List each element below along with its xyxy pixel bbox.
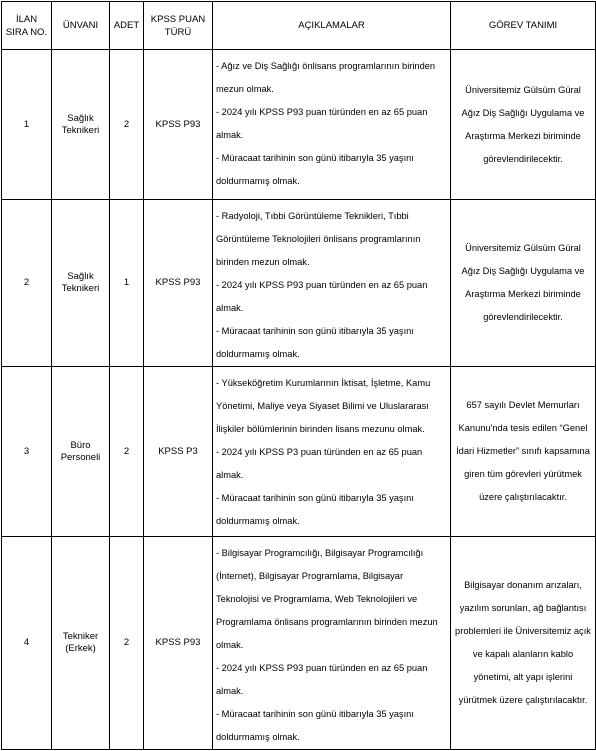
- row-unvan: Büro Personeli: [52, 367, 110, 537]
- aciklama-line: Görüntüleme Teknolojileri önlisans programlarının: [216, 234, 421, 244]
- header-unvan: ÜNVANI: [52, 2, 110, 50]
- row-kpss: KPSS P3: [144, 367, 213, 537]
- header-kpss: KPSS PUAN TÜRÜ: [144, 2, 213, 50]
- row-adet: 2: [110, 537, 144, 750]
- aciklama-line: - Ağız ve Diş Sağlığı önlisans programlarının birinden: [216, 61, 436, 71]
- aciklama-line: - 2024 yılı KPSS P3 puan türünden en az 65 puan: [216, 447, 423, 457]
- aciklama-line: doldurmamış olmak.: [216, 516, 300, 526]
- aciklama-line: - Müracaat tarihinin son günü itibarıyla 35 yaşını: [216, 709, 414, 719]
- row-gorev: Bilgisayar donanım arızaları, yazılım sorunları, ağ bağlantısı problemleri ile Üniversitemiz açık ve kapalı alanların kablo yönetimi, alt yapı işlerini yürütmek üzere çalıştırılacaktır.: [451, 537, 596, 750]
- aciklama-line: mezun olmak.: [216, 84, 274, 94]
- row-no: 4: [2, 537, 52, 750]
- aciklama-line: - Radyoloji, Tıbbi Görüntüleme Teknikleri, Tıbbi: [216, 211, 409, 221]
- aciklama-line: doldurmamış olmak.: [216, 732, 300, 742]
- row-kpss: KPSS P93: [144, 50, 213, 200]
- aciklama-line: almak.: [216, 130, 244, 140]
- aciklama-line: İlişkiler bölümlerinin birinden lisans mezunu olmak.: [216, 424, 425, 434]
- row-kpss: KPSS P93: [144, 200, 213, 367]
- aciklama-line: almak.: [216, 686, 244, 696]
- aciklama-line: - 2024 yılı KPSS P93 puan türünden en az 65 puan: [216, 663, 428, 673]
- header-ilan-no: İLAN SIRA NO.: [2, 2, 52, 50]
- table-row: [2, 50, 596, 200]
- job-listings-table: [1, 1, 596, 750]
- aciklama-line: doldurmamış olmak.: [216, 349, 300, 359]
- header-aciklamalar: AÇIKLAMALAR: [213, 2, 451, 50]
- row-gorev: Üniversitemiz Gülsüm Güral Ağız Diş Sağlığı Uygulama ve Araştırma Merkezi biriminde görevlendirilecektir.: [451, 200, 596, 367]
- aciklama-line: doldurmamış olmak.: [216, 176, 300, 186]
- table-row: [2, 537, 596, 750]
- row-adet: 2: [110, 367, 144, 537]
- table-row: [2, 200, 596, 367]
- row-unvan: Sağlık Teknikeri: [52, 200, 110, 367]
- row-kpss: KPSS P93: [144, 537, 213, 750]
- aciklama-line: - Müracaat tarihinin son günü itibarıyla 35 yaşını: [216, 153, 414, 163]
- row-no: 3: [2, 367, 52, 537]
- table-row: [2, 367, 596, 537]
- aciklama-line: almak.: [216, 470, 244, 480]
- header-adet: ADET: [110, 2, 144, 50]
- header-gorev-tanimi: GÖREV TANIMI: [451, 2, 596, 50]
- aciklama-line: - 2024 yılı KPSS P93 puan türünden en az 65 puan: [216, 280, 428, 290]
- aciklama-line: birinden mezun olmak.: [216, 257, 310, 267]
- aciklama-line: - 2024 yılı KPSS P93 puan türünden en az 65 puan: [216, 107, 428, 117]
- row-aciklama: [213, 367, 451, 537]
- aciklama-line: - Bilgisayar Programcılığı, Bilgisayar Programcılığı: [216, 548, 424, 558]
- row-unvan: Sağlık Teknikeri: [52, 50, 110, 200]
- row-aciklama: [213, 50, 451, 200]
- row-adet: 2: [110, 50, 144, 200]
- aciklama-line: - Müracaat tarihinin son günü itibarıyla 35 yaşını: [216, 326, 414, 336]
- row-gorev: 657 sayılı Devlet Memurları Kanunu'nda tesis edilen “Genel İdari Hizmetler” sınıfı kapsamına giren tüm görevleri yürütmek üzere çalıştırılacaktır.: [451, 367, 596, 537]
- aciklama-line: olmak.: [216, 640, 244, 650]
- aciklama-line: Programlama önlisans programlarının birinden mezun: [216, 617, 438, 627]
- aciklama-line: (İnternet), Bilgisayar Programlama, Bilgisayar: [216, 571, 404, 581]
- row-no: 1: [2, 50, 52, 200]
- aciklama-line: almak.: [216, 303, 244, 313]
- aciklama-line: Yönetimi, Maliye veya Siyaset Bilimi ve Uluslararası: [216, 401, 429, 411]
- row-aciklama: [213, 200, 451, 367]
- row-unvan: Tekniker (Erkek): [52, 537, 110, 750]
- row-aciklama: [213, 537, 451, 750]
- aciklama-line: - Müracaat tarihinin son günü itibarıyla 35 yaşını: [216, 493, 414, 503]
- table-header-row: [2, 2, 596, 50]
- aciklama-line: - Yükseköğretim Kurumlarının İktisat, İşletme, Kamu: [216, 378, 431, 388]
- row-gorev: Üniversitemiz Gülsüm Güral Ağız Diş Sağlığı Uygulama ve Araştırma Merkezi biriminde görevlendirilecektir.: [451, 50, 596, 200]
- aciklama-line: Teknolojisi ve Programlama, Web Teknolojileri ve: [216, 594, 418, 604]
- row-no: 2: [2, 200, 52, 367]
- row-adet: 1: [110, 200, 144, 367]
